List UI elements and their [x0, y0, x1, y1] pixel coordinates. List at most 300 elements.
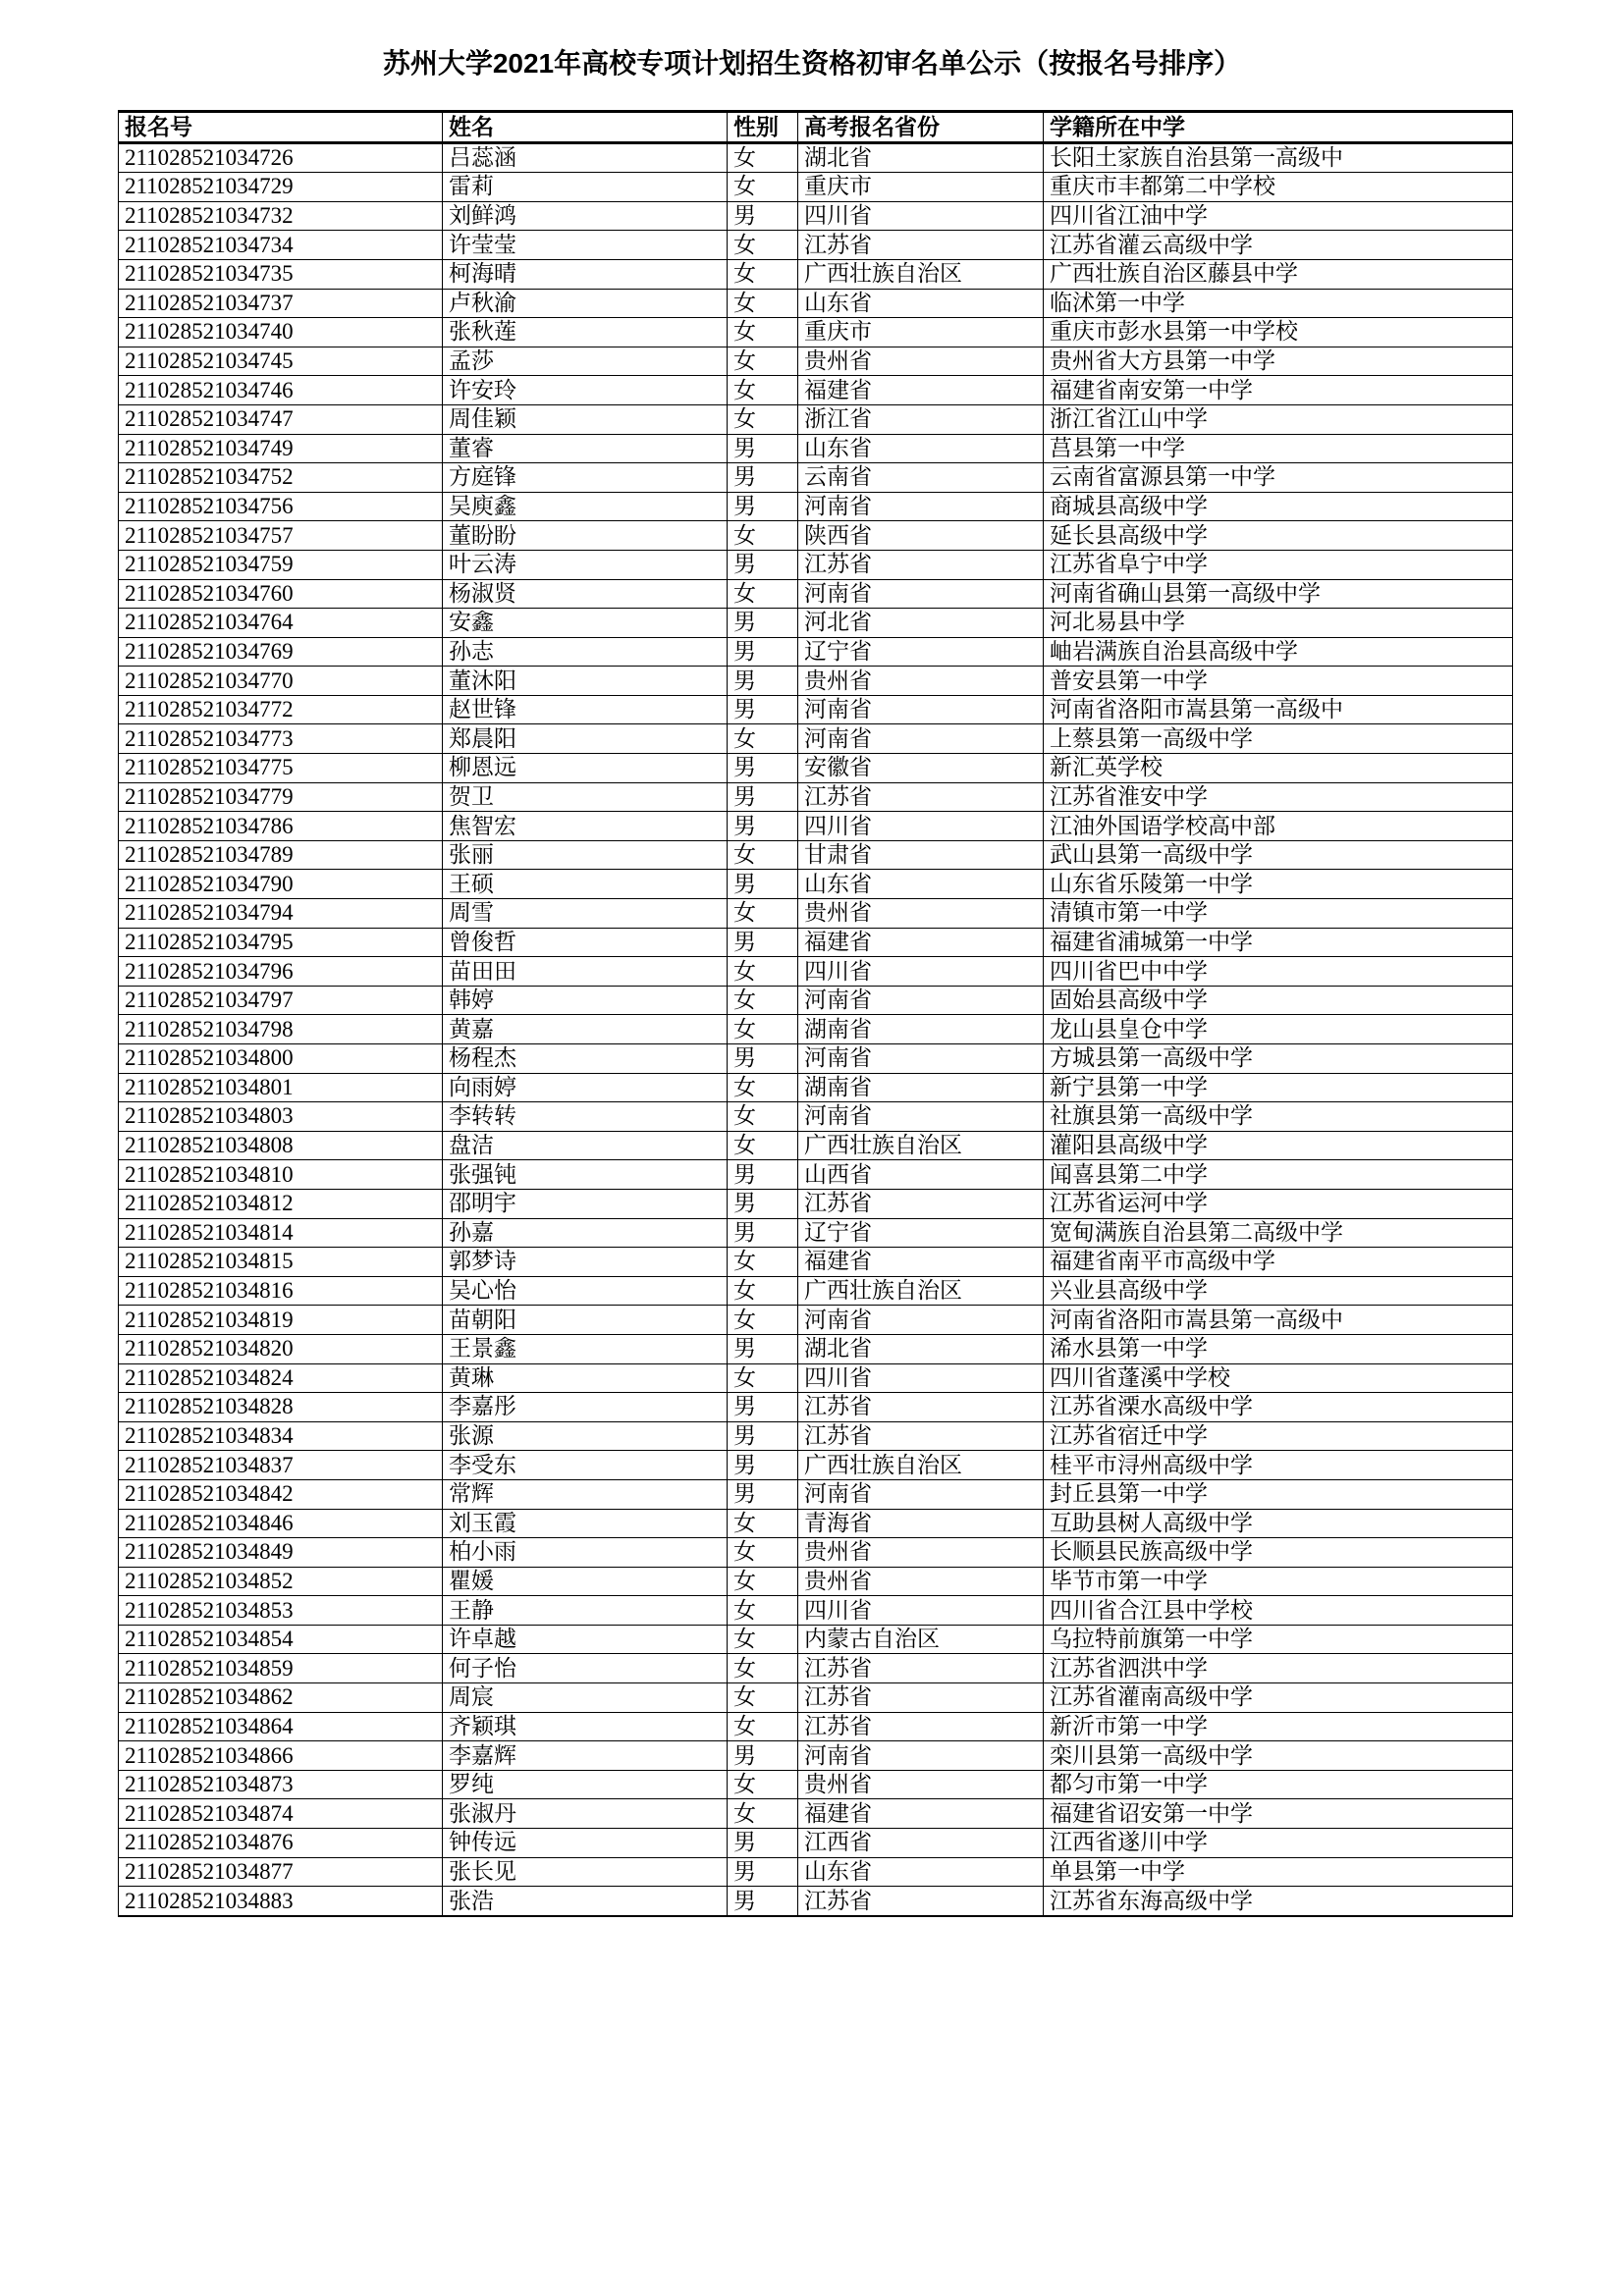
cell-name: 孙志	[443, 637, 728, 667]
table-row	[119, 1509, 1513, 1538]
cell-name: 何子怡	[443, 1654, 728, 1683]
cell-province: 广西壮族自治区	[798, 1276, 1044, 1306]
cell-gender: 女	[728, 1131, 798, 1160]
cell-gender: 男	[728, 434, 798, 463]
table-row	[119, 1160, 1513, 1190]
cell-province: 河南省	[798, 492, 1044, 521]
cell-registration-number: 211028521034795	[119, 928, 443, 957]
table-body	[119, 142, 1513, 1916]
cell-gender: 女	[728, 173, 798, 202]
cell-gender: 男	[728, 695, 798, 724]
table-row	[119, 1887, 1513, 1916]
cell-registration-number: 211028521034794	[119, 899, 443, 929]
cell-name: 许卓越	[443, 1625, 728, 1654]
cell-registration-number: 211028521034749	[119, 434, 443, 463]
cell-school: 岫岩满族自治县高级中学	[1044, 637, 1513, 667]
cell-school: 江苏省泗洪中学	[1044, 1654, 1513, 1683]
cell-name: 柏小雨	[443, 1538, 728, 1568]
cell-name: 郑晨阳	[443, 724, 728, 754]
table-row	[119, 1131, 1513, 1160]
cell-name: 李嘉彤	[443, 1393, 728, 1422]
cell-registration-number: 211028521034757	[119, 521, 443, 551]
cell-school: 乌拉特前旗第一中学	[1044, 1625, 1513, 1654]
table-header	[119, 112, 1513, 143]
cell-gender: 女	[728, 1015, 798, 1044]
cell-registration-number: 211028521034735	[119, 259, 443, 289]
cell-school: 河南省洛阳市嵩县第一高级中	[1044, 1306, 1513, 1335]
cell-gender: 女	[728, 1799, 798, 1829]
cell-name: 苗田田	[443, 957, 728, 987]
table-row	[119, 347, 1513, 376]
cell-name: 张淑丹	[443, 1799, 728, 1829]
cell-province: 四川省	[798, 201, 1044, 231]
cell-name: 王景鑫	[443, 1334, 728, 1363]
cell-registration-number: 211028521034846	[119, 1509, 443, 1538]
roster-table	[118, 110, 1513, 1917]
cell-province: 江苏省	[798, 1654, 1044, 1683]
table-row	[119, 1306, 1513, 1335]
cell-name: 杨程杰	[443, 1044, 728, 1074]
cell-gender: 女	[728, 1596, 798, 1626]
cell-province: 甘肃省	[798, 840, 1044, 870]
cell-registration-number: 211028521034737	[119, 289, 443, 318]
cell-registration-number: 211028521034726	[119, 142, 443, 173]
page-title: 苏州大学2021年高校专项计划招生资格初审名单公示（按报名号排序）	[382, 48, 1242, 79]
cell-school: 莒县第一中学	[1044, 434, 1513, 463]
cell-school: 单县第一中学	[1044, 1857, 1513, 1887]
cell-province: 四川省	[798, 812, 1044, 841]
table-row	[119, 1683, 1513, 1713]
cell-gender: 女	[728, 376, 798, 405]
cell-school: 四川省江油中学	[1044, 201, 1513, 231]
table-row	[119, 1102, 1513, 1132]
cell-registration-number: 211028521034849	[119, 1538, 443, 1568]
cell-registration-number: 211028521034786	[119, 812, 443, 841]
table-row	[119, 404, 1513, 434]
table-row	[119, 1654, 1513, 1683]
cell-gender: 女	[728, 1509, 798, 1538]
cell-registration-number: 211028521034747	[119, 404, 443, 434]
cell-school: 社旗县第一高级中学	[1044, 1102, 1513, 1132]
cell-registration-number: 211028521034756	[119, 492, 443, 521]
cell-registration-number: 211028521034820	[119, 1334, 443, 1363]
table-row	[119, 637, 1513, 667]
cell-school: 云南省富源县第一中学	[1044, 463, 1513, 493]
table-row	[119, 1770, 1513, 1799]
cell-province: 河南省	[798, 1102, 1044, 1132]
cell-school: 四川省合江县中学校	[1044, 1596, 1513, 1626]
cell-registration-number: 211028521034810	[119, 1160, 443, 1190]
cell-registration-number: 211028521034752	[119, 463, 443, 493]
table-row	[119, 812, 1513, 841]
cell-registration-number: 211028521034864	[119, 1712, 443, 1741]
cell-gender: 女	[728, 1276, 798, 1306]
cell-school: 新宁县第一中学	[1044, 1073, 1513, 1102]
cell-province: 福建省	[798, 1248, 1044, 1277]
table-row	[119, 870, 1513, 899]
cell-gender: 女	[728, 579, 798, 609]
cell-name: 罗纯	[443, 1770, 728, 1799]
cell-name: 董睿	[443, 434, 728, 463]
cell-province: 河南省	[798, 724, 1044, 754]
cell-province: 福建省	[798, 376, 1044, 405]
cell-gender: 女	[728, 404, 798, 434]
cell-name: 黄琳	[443, 1363, 728, 1393]
cell-name: 孟莎	[443, 347, 728, 376]
cell-province: 重庆市	[798, 173, 1044, 202]
table-row	[119, 1538, 1513, 1568]
cell-gender: 女	[728, 724, 798, 754]
cell-school: 互助县树人高级中学	[1044, 1509, 1513, 1538]
cell-registration-number: 211028521034764	[119, 609, 443, 638]
cell-registration-number: 211028521034740	[119, 318, 443, 347]
cell-gender: 男	[728, 1421, 798, 1451]
table-row	[119, 1044, 1513, 1074]
table-row	[119, 957, 1513, 987]
table-row	[119, 928, 1513, 957]
table-row	[119, 173, 1513, 202]
table-row	[119, 1712, 1513, 1741]
cell-registration-number: 211028521034837	[119, 1451, 443, 1480]
cell-gender: 男	[728, 1218, 798, 1248]
cell-province: 福建省	[798, 928, 1044, 957]
cell-province: 贵州省	[798, 1770, 1044, 1799]
cell-province: 广西壮族自治区	[798, 259, 1044, 289]
cell-province: 浙江省	[798, 404, 1044, 434]
table-row	[119, 899, 1513, 929]
cell-gender: 女	[728, 521, 798, 551]
cell-registration-number: 211028521034853	[119, 1596, 443, 1626]
table-row	[119, 609, 1513, 638]
cell-gender: 男	[728, 1887, 798, 1916]
cell-name: 吴庾鑫	[443, 492, 728, 521]
table-row	[119, 1421, 1513, 1451]
cell-registration-number: 211028521034801	[119, 1073, 443, 1102]
table-row	[119, 289, 1513, 318]
table-row	[119, 1015, 1513, 1044]
cell-province: 江苏省	[798, 1393, 1044, 1422]
cell-school: 江苏省灌南高级中学	[1044, 1683, 1513, 1713]
cell-province: 河南省	[798, 986, 1044, 1015]
cell-school: 灌阳县高级中学	[1044, 1131, 1513, 1160]
cell-registration-number: 211028521034759	[119, 550, 443, 579]
cell-registration-number: 211028521034883	[119, 1887, 443, 1916]
cell-province: 内蒙古自治区	[798, 1625, 1044, 1654]
table-row	[119, 579, 1513, 609]
table-row	[119, 1073, 1513, 1102]
cell-name: 张丽	[443, 840, 728, 870]
cell-school: 江苏省灌云高级中学	[1044, 231, 1513, 260]
cell-gender: 女	[728, 347, 798, 376]
cell-province: 贵州省	[798, 1567, 1044, 1596]
cell-name: 黄嘉	[443, 1015, 728, 1044]
table-row	[119, 1479, 1513, 1509]
cell-gender: 女	[728, 1770, 798, 1799]
cell-name: 苗朝阳	[443, 1306, 728, 1335]
column-header-name: 姓名	[443, 112, 728, 143]
cell-school: 江苏省淮安中学	[1044, 782, 1513, 812]
cell-name: 贺卫	[443, 782, 728, 812]
cell-registration-number: 211028521034803	[119, 1102, 443, 1132]
cell-province: 广西壮族自治区	[798, 1451, 1044, 1480]
cell-school: 宽甸满族自治县第二高级中学	[1044, 1218, 1513, 1248]
cell-name: 张源	[443, 1421, 728, 1451]
cell-school: 江苏省宿迁中学	[1044, 1421, 1513, 1451]
table-row	[119, 259, 1513, 289]
cell-name: 郭梦诗	[443, 1248, 728, 1277]
table-row	[119, 782, 1513, 812]
table-row	[119, 1276, 1513, 1306]
cell-registration-number: 211028521034772	[119, 695, 443, 724]
column-header-school: 学籍所在中学	[1044, 112, 1513, 143]
cell-name: 周佳颖	[443, 404, 728, 434]
cell-province: 河南省	[798, 579, 1044, 609]
cell-province: 湖南省	[798, 1015, 1044, 1044]
table-row	[119, 1625, 1513, 1654]
cell-gender: 男	[728, 1479, 798, 1509]
cell-school: 贵州省大方县第一中学	[1044, 347, 1513, 376]
cell-gender: 女	[728, 1683, 798, 1713]
cell-school: 方城县第一高级中学	[1044, 1044, 1513, 1074]
cell-registration-number: 211028521034815	[119, 1248, 443, 1277]
roster-table-container	[118, 110, 1512, 1917]
cell-name: 周雪	[443, 899, 728, 929]
cell-province: 广西壮族自治区	[798, 1131, 1044, 1160]
cell-gender: 女	[728, 840, 798, 870]
cell-gender: 男	[728, 1160, 798, 1190]
cell-gender: 女	[728, 1248, 798, 1277]
table-row	[119, 434, 1513, 463]
cell-school: 长顺县民族高级中学	[1044, 1538, 1513, 1568]
cell-registration-number: 211028521034812	[119, 1189, 443, 1218]
cell-name: 方庭锋	[443, 463, 728, 493]
cell-gender: 女	[728, 1567, 798, 1596]
cell-registration-number: 211028521034798	[119, 1015, 443, 1044]
table-row	[119, 840, 1513, 870]
cell-gender: 女	[728, 1306, 798, 1335]
cell-gender: 男	[728, 782, 798, 812]
cell-gender: 男	[728, 550, 798, 579]
cell-school: 江油外国语学校高中部	[1044, 812, 1513, 841]
cell-school: 广西壮族自治区藤县中学	[1044, 259, 1513, 289]
cell-name: 刘鲜鸿	[443, 201, 728, 231]
cell-school: 商城县高级中学	[1044, 492, 1513, 521]
cell-province: 贵州省	[798, 347, 1044, 376]
cell-province: 福建省	[798, 1799, 1044, 1829]
cell-school: 福建省诏安第一中学	[1044, 1799, 1513, 1829]
cell-province: 江苏省	[798, 1189, 1044, 1218]
cell-province: 贵州省	[798, 667, 1044, 696]
cell-registration-number: 211028521034876	[119, 1829, 443, 1858]
table-row	[119, 1451, 1513, 1480]
cell-registration-number: 211028521034852	[119, 1567, 443, 1596]
cell-registration-number: 211028521034797	[119, 986, 443, 1015]
cell-name: 曾俊哲	[443, 928, 728, 957]
cell-registration-number: 211028521034790	[119, 870, 443, 899]
cell-school: 桂平市浔州高级中学	[1044, 1451, 1513, 1480]
cell-province: 山西省	[798, 1160, 1044, 1190]
cell-school: 栾川县第一高级中学	[1044, 1741, 1513, 1771]
cell-name: 常辉	[443, 1479, 728, 1509]
cell-registration-number: 211028521034732	[119, 201, 443, 231]
cell-province: 江苏省	[798, 782, 1044, 812]
cell-school: 江苏省溧水高级中学	[1044, 1393, 1513, 1422]
cell-province: 江西省	[798, 1829, 1044, 1858]
cell-registration-number: 211028521034842	[119, 1479, 443, 1509]
cell-registration-number: 211028521034814	[119, 1218, 443, 1248]
table-row	[119, 201, 1513, 231]
cell-gender: 男	[728, 812, 798, 841]
table-row	[119, 1567, 1513, 1596]
cell-name: 卢秋渝	[443, 289, 728, 318]
cell-gender: 男	[728, 463, 798, 493]
cell-province: 江苏省	[798, 1887, 1044, 1916]
column-header-registration-number: 报名号	[119, 112, 443, 143]
cell-gender: 女	[728, 1712, 798, 1741]
table-row	[119, 550, 1513, 579]
cell-school: 毕节市第一中学	[1044, 1567, 1513, 1596]
cell-name: 许莹莹	[443, 231, 728, 260]
cell-gender: 男	[728, 1044, 798, 1074]
cell-gender: 女	[728, 957, 798, 987]
table-row	[119, 463, 1513, 493]
cell-school: 普安县第一中学	[1044, 667, 1513, 696]
cell-gender: 男	[728, 1393, 798, 1422]
cell-gender: 男	[728, 1741, 798, 1771]
cell-school: 河北易县中学	[1044, 609, 1513, 638]
cell-name: 瞿媛	[443, 1567, 728, 1596]
cell-school: 清镇市第一中学	[1044, 899, 1513, 929]
cell-province: 四川省	[798, 1363, 1044, 1393]
cell-province: 河南省	[798, 1044, 1044, 1074]
cell-gender: 男	[728, 870, 798, 899]
cell-school: 浠水县第一中学	[1044, 1334, 1513, 1363]
cell-name: 张强钝	[443, 1160, 728, 1190]
table-row	[119, 142, 1513, 173]
cell-school: 延长县高级中学	[1044, 521, 1513, 551]
table-row	[119, 724, 1513, 754]
cell-registration-number: 211028521034874	[119, 1799, 443, 1829]
cell-school: 四川省巴中中学	[1044, 957, 1513, 987]
cell-school: 福建省南平市高级中学	[1044, 1248, 1513, 1277]
cell-name: 周宸	[443, 1683, 728, 1713]
cell-registration-number: 211028521034789	[119, 840, 443, 870]
cell-registration-number: 211028521034760	[119, 579, 443, 609]
cell-gender: 女	[728, 1363, 798, 1393]
table-row	[119, 667, 1513, 696]
cell-province: 安徽省	[798, 754, 1044, 783]
cell-registration-number: 211028521034862	[119, 1683, 443, 1713]
cell-province: 湖北省	[798, 1334, 1044, 1363]
table-row	[119, 1799, 1513, 1829]
cell-gender: 女	[728, 899, 798, 929]
cell-school: 河南省洛阳市嵩县第一高级中	[1044, 695, 1513, 724]
cell-gender: 女	[728, 142, 798, 173]
cell-name: 董沐阳	[443, 667, 728, 696]
cell-gender: 女	[728, 986, 798, 1015]
cell-gender: 男	[728, 667, 798, 696]
cell-registration-number: 211028521034800	[119, 1044, 443, 1074]
table-row	[119, 231, 1513, 260]
cell-school: 河南省确山县第一高级中学	[1044, 579, 1513, 609]
cell-registration-number: 211028521034859	[119, 1654, 443, 1683]
cell-province: 四川省	[798, 957, 1044, 987]
cell-registration-number: 211028521034796	[119, 957, 443, 987]
cell-name: 向雨婷	[443, 1073, 728, 1102]
cell-school: 江苏省东海高级中学	[1044, 1887, 1513, 1916]
cell-province: 江苏省	[798, 1712, 1044, 1741]
cell-name: 张浩	[443, 1887, 728, 1916]
cell-province: 河南省	[798, 1741, 1044, 1771]
cell-name: 柳恩远	[443, 754, 728, 783]
cell-name: 安鑫	[443, 609, 728, 638]
cell-province: 贵州省	[798, 1538, 1044, 1568]
cell-province: 河北省	[798, 609, 1044, 638]
cell-school: 江苏省阜宁中学	[1044, 550, 1513, 579]
cell-province: 辽宁省	[798, 1218, 1044, 1248]
cell-province: 青海省	[798, 1509, 1044, 1538]
cell-gender: 男	[728, 928, 798, 957]
cell-province: 湖北省	[798, 142, 1044, 173]
cell-gender: 女	[728, 259, 798, 289]
table-row	[119, 1363, 1513, 1393]
cell-name: 孙嘉	[443, 1218, 728, 1248]
cell-name: 刘玉霞	[443, 1509, 728, 1538]
cell-province: 重庆市	[798, 318, 1044, 347]
cell-gender: 男	[728, 754, 798, 783]
cell-registration-number: 211028521034746	[119, 376, 443, 405]
cell-registration-number: 211028521034877	[119, 1857, 443, 1887]
cell-school: 封丘县第一中学	[1044, 1479, 1513, 1509]
table-row	[119, 1334, 1513, 1363]
cell-province: 四川省	[798, 1596, 1044, 1626]
cell-gender: 女	[728, 318, 798, 347]
cell-name: 雷莉	[443, 173, 728, 202]
cell-name: 盘洁	[443, 1131, 728, 1160]
table-row	[119, 521, 1513, 551]
cell-registration-number: 211028521034834	[119, 1421, 443, 1451]
cell-school: 四川省蓬溪中学校	[1044, 1363, 1513, 1393]
cell-registration-number: 211028521034824	[119, 1363, 443, 1393]
cell-province: 山东省	[798, 870, 1044, 899]
cell-province: 河南省	[798, 695, 1044, 724]
table-row	[119, 1393, 1513, 1422]
table-row	[119, 754, 1513, 783]
cell-name: 张长见	[443, 1857, 728, 1887]
cell-name: 王静	[443, 1596, 728, 1626]
table-row	[119, 1218, 1513, 1248]
cell-school: 闻喜县第二中学	[1044, 1160, 1513, 1190]
cell-name: 王硕	[443, 870, 728, 899]
cell-gender: 男	[728, 1857, 798, 1887]
cell-gender: 男	[728, 1334, 798, 1363]
cell-registration-number: 211028521034773	[119, 724, 443, 754]
cell-gender: 男	[728, 1189, 798, 1218]
cell-name: 李转转	[443, 1102, 728, 1132]
table-row	[119, 695, 1513, 724]
cell-province: 江苏省	[798, 1421, 1044, 1451]
cell-gender: 女	[728, 1102, 798, 1132]
cell-school: 福建省南安第一中学	[1044, 376, 1513, 405]
cell-registration-number: 211028521034745	[119, 347, 443, 376]
cell-school: 山东省乐陵第一中学	[1044, 870, 1513, 899]
cell-school: 武山县第一高级中学	[1044, 840, 1513, 870]
cell-school: 福建省浦城第一中学	[1044, 928, 1513, 957]
cell-gender: 女	[728, 1073, 798, 1102]
cell-province: 贵州省	[798, 899, 1044, 929]
table-row	[119, 492, 1513, 521]
cell-name: 焦智宏	[443, 812, 728, 841]
